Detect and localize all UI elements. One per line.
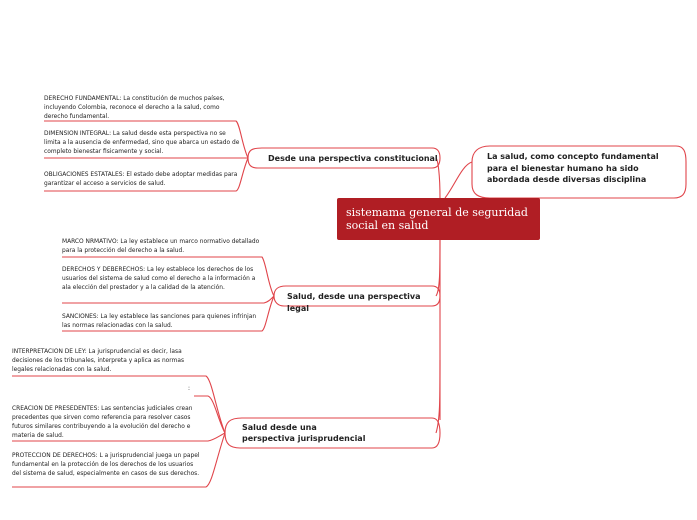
leaf-derecho-fundamental[interactable]: DERECHO FUNDAMENTAL: La constitución de muchos países, incluyendo Colombia, reconoce el derecho a la salud, como derecho fundamental. xyxy=(44,96,225,120)
leaf-sanciones[interactable]: SANCIONES: La ley establece las sanciones para quienes infrinjan las normas relacionadas con la salud. xyxy=(62,314,257,329)
leaf-connector-l2 xyxy=(62,296,274,303)
branch-constitucional[interactable]: Desde una perspectiva constitucional xyxy=(268,154,438,163)
leaf-obligaciones-estatales[interactable]: OBLIGACIONES ESTATALES: El estado debe adoptar medidas para garantizar el acceso a servicios de salud. xyxy=(44,172,238,187)
leaf-interpretacion-de-ley[interactable]: INTERPRETACION DE LEY: La jurisprudencial es decir, lasa decisiones de los tribunales, interpreta y aplica as normas legales relacionadas con la salud. xyxy=(12,349,185,373)
leaf-colon[interactable]: : xyxy=(188,386,190,392)
right-topic[interactable]: La salud, como concepto fundamental para el bienestar humano ha sido abordada desde diversas disciplina xyxy=(487,152,659,184)
connector-central-right-topic xyxy=(445,162,472,198)
leaf-derechos-deberechos[interactable]: DERECHOS Y DEBERECHOS: La ley establece los derechos de los usuarios del sistema de salud como el derecho a la información a ala elección del prestador y a la calidad de la atención. xyxy=(62,267,256,291)
leaf-proteccion-de-derechos[interactable]: PROTECCION DE DERECHOS: L a jurisprudencial juega un papel fundamental en la protección de los derechos de los usuarios del sistema de salud, especialmente en casos de sus derechos. xyxy=(12,453,200,477)
leaf-creacion-de-presedentes[interactable]: CREACION DE PRESEDENTES: Las sentencias judiciales crean precedentes que sirven como referencia para resolver casos futuros similares contribuyendo a la evolución del derecho e materia de salud. xyxy=(12,406,193,439)
branch-legal[interactable]: Salud, desde una perspectiva legal xyxy=(287,292,421,313)
leaf-marco-normativo[interactable]: MARCO NRMATIVO: La ley establece un marco normativo detallado para la protección del derecho a la salud. xyxy=(62,239,260,254)
branch-jurisprudencial[interactable]: Salud desde una perspectiva jurisprudencial xyxy=(242,423,366,443)
central-topic[interactable]: sistemama general de seguridad social en salud xyxy=(337,198,540,240)
leaf-dimension-integral[interactable]: DIMENSION INTEGRAL: La salud desde esta perspectiva no se limita a la ausencia de enfermedad, sino que abarca un estado de completo bienestar fisicamente y social. xyxy=(44,131,240,155)
